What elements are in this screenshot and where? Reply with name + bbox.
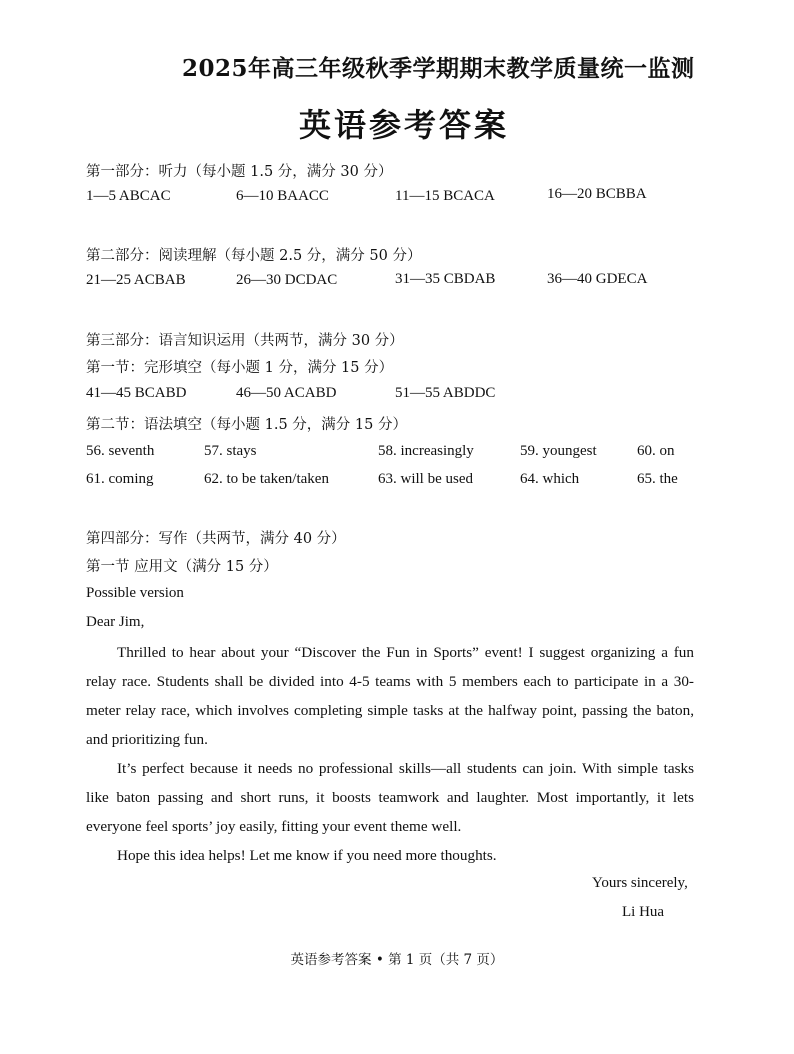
letter-paragraph: Hope this idea helps! Let me know if you need more thoughts.: [117, 847, 497, 864]
letter-greeting: Dear Jim,: [86, 614, 145, 630]
part4-heading: 第四部分：写作（共两节，满分 40 分）: [86, 531, 346, 547]
answer-group: 11—15 BCACA: [395, 188, 495, 204]
part1-heading: 第一部分：听力（每小题 1.5 分，满分 30 分）: [86, 164, 393, 180]
page-footer: 英语参考答案 • 第 1 页（共 7 页）: [290, 952, 504, 968]
answer-group: 46—50 ACABD: [236, 385, 337, 401]
grammar-answer: 56. seventh: [86, 443, 155, 459]
answer-group: 31—35 CBDAB: [395, 271, 496, 287]
part4-section1-heading: 第一节 应用文（满分 15 分）: [86, 559, 278, 575]
grammar-answer: 57. stays: [204, 443, 257, 459]
answer-group: 51—55 ABDDC: [395, 385, 496, 401]
exam-title: 2025年高三年级秋季学期期末教学质量统一监测: [182, 55, 695, 82]
grammar-answer: 62. to be taken/taken: [204, 471, 329, 487]
grammar-answer: 63. will be used: [378, 471, 473, 487]
part2-heading: 第二部分：阅读理解（每小题 2.5 分，满分 50 分）: [86, 248, 422, 264]
grammar-answer: 65. the: [637, 471, 678, 487]
answer-group: 1—5 ABCAC: [86, 188, 171, 204]
answer-group: 26—30 DCDAC: [236, 272, 338, 288]
grammar-answer: 61. coming: [86, 471, 154, 487]
part3-section1-heading: 第一节：完形填空（每小题 1 分，满分 15 分）: [86, 360, 394, 376]
part3-heading: 第三部分：语言知识运用（共两节，满分 30 分）: [86, 333, 404, 349]
answer-group: 21—25 ACBAB: [86, 272, 186, 288]
grammar-answer: 64. which: [520, 471, 580, 487]
letter-closing: Yours sincerely,: [592, 875, 688, 891]
letter-signature: Li Hua: [622, 904, 665, 920]
page-title: 英语参考答案: [299, 106, 510, 144]
answer-group: 16—20 BCBBA: [547, 186, 647, 202]
grammar-answer: 59. youngest: [520, 443, 597, 459]
part3-section2-heading: 第二节：语法填空（每小题 1.5 分，满分 15 分）: [86, 417, 407, 433]
letter-paragraph: Thrilled to hear about your “Discover the Fun in Sports” event! I suggest organizing a fun relay race. Students shall be divided into 4-5 teams with 5 members each to participate in a 30-meter relay race, which involves completing simple tasks at the halfway point, passing the baton, and prioritizing fun.: [86, 644, 694, 748]
grammar-answer: 58. increasingly: [378, 443, 474, 459]
answer-group: 36—40 GDECA: [547, 271, 648, 287]
answer-group: 6—10 BAACC: [236, 188, 329, 204]
possible-version-label: Possible version: [86, 585, 184, 601]
letter-body: [86, 638, 694, 870]
grammar-answer: 60. on: [637, 443, 675, 459]
answer-group: 41—45 BCABD: [86, 385, 187, 401]
letter-paragraph: It’s perfect because it needs no professional skills—all students can join. With simple tasks like baton passing and short runs, it boosts teamwork and laughter. Most importantly, it lets everyone feel sports’ joy easily, fitting your event theme well.: [86, 760, 694, 835]
